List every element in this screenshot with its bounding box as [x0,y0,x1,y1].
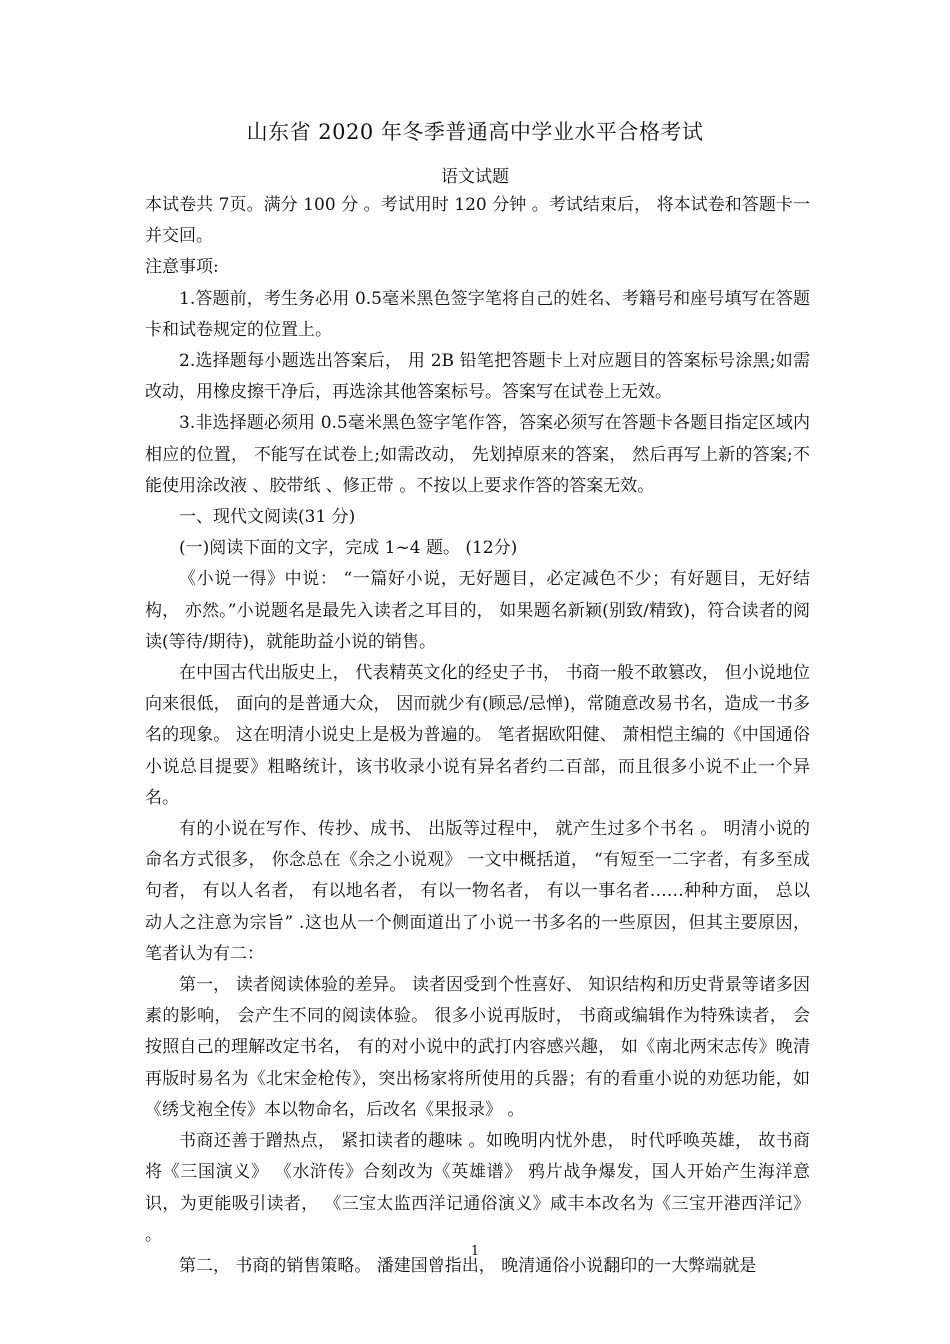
notice-item: 1.答题前，考生务必用 0.5毫米黑色签字笔将自己的姓名、考籍号和座号填写在答题卡和试卷规定的位置上。 [145,288,810,340]
exam-body [145,190,810,1282]
page-number: 1 [470,1244,480,1259]
exam-title: 山东省 2020 年冬季普通高中学业水平合格考试 [246,120,704,144]
reading-paragraph: 《小说一得》中说： “一篇好小说，无好题目，必定减色不少；有好题目，无好结构， 亦然。”小说题名是最先入读者之耳目的， 如果题名新颖(别致/精致)，符合读者的阅读(等待/期待)，就能助益小说的销售。 [145,569,810,652]
reading-paragraph: 有的小说在写作、传抄、成书、 出版等过程中， 就产生过多个书名 。 明清小说的命名方式很多， 你念总在《余之小说观》 一文中概括道， “有短至一二字者，有多至成句者， 有以人名者， 有以地名者， 有以一物名者， 有以一事名者……种种方面， 总以动人之注意为宗旨” .这也从一个侧面道出了小说一书多名的一些原因，但其主要原因，笔者认为有二： [145,819,810,964]
reading-paragraph: 第一， 读者阅读体验的差异。 读者因受到个性喜好、 知识结构和历史背景等诸多因素的影响， 会产生不同的阅读体验。 很多小说再版时， 书商或编辑作为特殊读者， 会按照自己的理解改定书名， 有的对小说中的武打内容感兴趣， 如《南北两宋志传》晚清再版时易名为《北宋金枪传》，突出杨家将所使用的兵器；有的看重小说的劝惩功能，如《绣戈袍全传》本以物命名，后改名《果报录》 。 [145,975,810,1120]
exam-subtitle: 语文试题 [441,167,509,187]
reading-paragraph: 在中国古代出版史上， 代表精英文化的经史子书， 书商一般不敢篡改， 但小说地位向来很低， 面向的是普通大众， 因而就少有(顾忌/忌惮)，常随意改易书名，造成一书多名的现象。 这在明清小说史上是极为普遍的。 笔者据欧阳健、 萧相恺主编的《中国通俗小说总目提要》粗略统计，该书收录小说有异名者约二百部，而且很多小说不止一个异名。 [145,663,810,808]
intro-paragraph: 本试卷共 7页。满分 100 分 。考试用时 120 分钟 。考试结束后， 将本试卷和答题卡一并交回。 [145,195,810,247]
notice-heading: 注意事项: [145,257,219,278]
section-heading: 一、现代文阅读(31 分) [179,507,356,528]
notice-item: 2.选择题每小题选出答案后， 用 2B 铅笔把答题卡上对应题目的答案标号涂黑;如需改动，用橡皮擦干净后，再选涂其他答案标号。答案写在试卷上无效。 [145,351,810,403]
subsection-heading: (一)阅读下面的文字，完成 1~4 题。 (12分) [179,538,518,559]
reading-paragraph: 书商还善于蹭热点， 紧扣读者的趣味 。如晚明内忧外患， 时代呼唤英雄， 故书商将《三国演义》 《水浒传》合刻改为《英雄谱》 鸦片战争爆发，国人开始产生海洋意识，为更能吸引读者， 《三宝太监西洋记通俗演义》咸丰本改名为《三宝开港西洋记》 。 [145,1131,810,1245]
reading-paragraph: 第二， 书商的销售策略。 潘建国曾指出， 晚清通俗小说翻印的一大弊端就是 [179,1255,757,1276]
notice-item: 3.非选择题必须用 0.5毫米黑色签字笔作答，答案必须写在答题卡各题目指定区域内相应的位置， 不能写在试卷上;如需改动， 先划掉原来的答案， 然后再写上新的答案;不能使用涂改液 、胶带纸 、修正带 。不按以上要求作答的答案无效。 [145,413,810,496]
